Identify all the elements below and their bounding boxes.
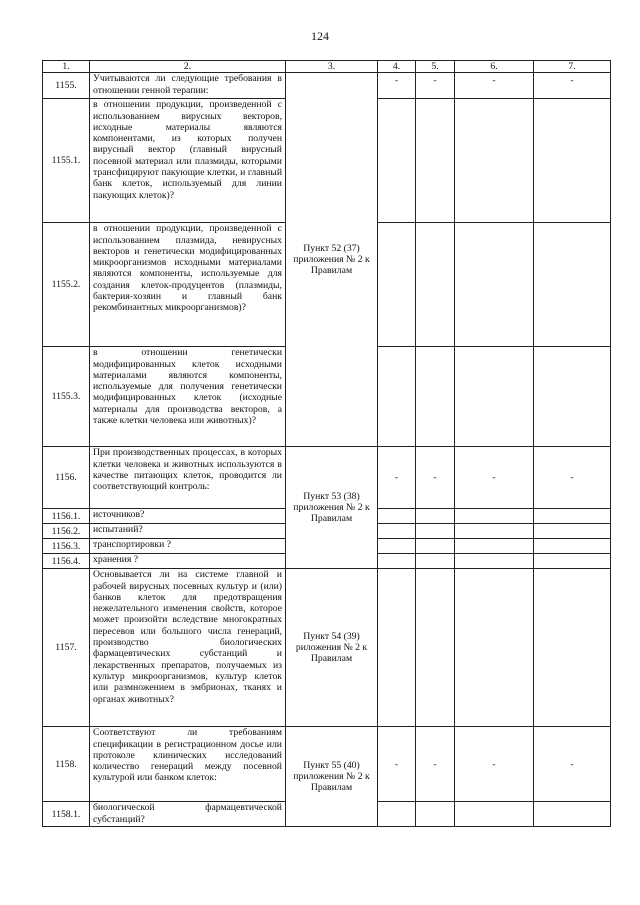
normative-reference: Пункт 52 (37) приложения № 2 к Правилам bbox=[286, 73, 378, 447]
answer-cell: - bbox=[455, 727, 534, 802]
answer-cell bbox=[416, 524, 455, 539]
column-header: 5. bbox=[416, 61, 455, 73]
answer-cell bbox=[416, 802, 455, 827]
answer-cell: - bbox=[534, 447, 611, 509]
answer-cell bbox=[455, 99, 534, 223]
column-header: 4. bbox=[378, 61, 416, 73]
row-number: 1155.2. bbox=[43, 223, 90, 347]
answer-cell bbox=[455, 569, 534, 727]
answer-cell bbox=[416, 569, 455, 727]
row-number: 1156.2. bbox=[43, 524, 90, 539]
row-number: 1156. bbox=[43, 447, 90, 509]
answer-cell bbox=[455, 524, 534, 539]
column-header: 1. bbox=[43, 61, 90, 73]
row-number: 1156.1. bbox=[43, 509, 90, 524]
row-number: 1158. bbox=[43, 727, 90, 802]
answer-cell bbox=[455, 223, 534, 347]
answer-cell bbox=[534, 524, 611, 539]
answer-cell bbox=[534, 509, 611, 524]
normative-reference: Пункт 54 (39) риложения № 2 к Правилам bbox=[286, 569, 378, 727]
row-question: источников? bbox=[90, 509, 286, 524]
answer-cell bbox=[416, 99, 455, 223]
row-number: 1157. bbox=[43, 569, 90, 727]
answer-cell bbox=[378, 802, 416, 827]
answer-cell: - bbox=[455, 447, 534, 509]
column-header: 7. bbox=[534, 61, 611, 73]
answer-cell: - bbox=[378, 727, 416, 802]
row-question: хранения ? bbox=[90, 554, 286, 569]
answer-cell bbox=[416, 554, 455, 569]
answer-cell bbox=[534, 569, 611, 727]
answer-cell bbox=[455, 802, 534, 827]
row-number: 1155. bbox=[43, 73, 90, 99]
row-question: При производственных процессах, в которых клетки человека и животных используются в качестве питающих клеток, проводится ли соответствующий контроль: bbox=[90, 447, 286, 509]
column-header: 6. bbox=[455, 61, 534, 73]
answer-cell bbox=[378, 524, 416, 539]
row-question: испытаний? bbox=[90, 524, 286, 539]
table-row bbox=[43, 569, 611, 727]
row-number: 1155.3. bbox=[43, 347, 90, 447]
normative-reference: Пункт 55 (40) приложения № 2 к Правилам bbox=[286, 727, 378, 827]
answer-cell bbox=[455, 509, 534, 524]
answer-cell: - bbox=[416, 73, 455, 99]
column-header: 2. bbox=[90, 61, 286, 73]
answer-cell bbox=[534, 347, 611, 447]
answer-cell bbox=[378, 223, 416, 347]
answer-cell bbox=[416, 539, 455, 554]
row-question: биологической фармацевтической субстанций? bbox=[90, 802, 286, 827]
row-number: 1158.1. bbox=[43, 802, 90, 827]
answer-cell: - bbox=[378, 73, 416, 99]
row-question: транспортировки ? bbox=[90, 539, 286, 554]
row-question: Соответствуют ли требованиям спецификации в регистрационном досье или протоколе клинических исследований количество генераций между посевной культурой или банком клеток: bbox=[90, 727, 286, 802]
answer-cell bbox=[534, 99, 611, 223]
row-question: Учитываются ли следующие требования в отношении генной терапии: bbox=[90, 73, 286, 99]
row-question: в отношении продукции, произведенной с использованием плазмида, невирусных векторов и генетически модифицированных микроорганизмов исходными материалами являются компоненты, используемые для создания клеток-продуцентов (плазмиды, бактерия-хозяин и главный банк рекомбинантных микроорганизмов)? bbox=[90, 223, 286, 347]
row-number: 1155.1. bbox=[43, 99, 90, 223]
row-number: 1156.4. bbox=[43, 554, 90, 569]
answer-cell: - bbox=[378, 447, 416, 509]
row-question: в отношении продукции, произведенной с использованием вирусных векторов, исходные материалы являются компонентами, из которых получен вирусный вектор (главный вирусный посевной материал или плазмиды, которыми трансфицируют пакующие клетки, и главный банк клеток, используемый для линии пакующих клеток)? bbox=[90, 99, 286, 223]
row-question: в отношении генетически модифицированных клеток исходными материалами являются компоненты, используемые для получения генетически модифицированных клеток (исходные материалы для производства векторов, а также клетки человека или животных)? bbox=[90, 347, 286, 447]
table-header-row bbox=[43, 61, 611, 73]
answer-cell: - bbox=[416, 447, 455, 509]
table-row bbox=[43, 73, 611, 99]
answer-cell bbox=[378, 347, 416, 447]
answer-cell bbox=[378, 539, 416, 554]
answer-cell bbox=[455, 347, 534, 447]
answer-cell bbox=[534, 539, 611, 554]
normative-reference: Пункт 53 (38) приложения № 2 к Правилам bbox=[286, 447, 378, 569]
answer-cell bbox=[378, 554, 416, 569]
row-question: Основывается ли на системе главной и рабочей вирусных посевных культур и (или) банков клеток для предотвращения нежелательного изменения свойств, которое может произойти вследствие многократных пересевов или большого числа генераций, производство биологических фармацевтических субстанций и лекарственных препаратов, получаемых из культур микроорганизмов, культур клеток или размножением в эмбрионах, тканях и органах животных? bbox=[90, 569, 286, 727]
answer-cell bbox=[378, 99, 416, 223]
answer-cell bbox=[455, 539, 534, 554]
table-row bbox=[43, 727, 611, 802]
table-row bbox=[43, 447, 611, 509]
answer-cell bbox=[455, 554, 534, 569]
checklist-table bbox=[42, 60, 611, 827]
row-number: 1156.3. bbox=[43, 539, 90, 554]
answer-cell bbox=[534, 802, 611, 827]
page-number: 124 bbox=[311, 29, 329, 43]
answer-cell bbox=[534, 554, 611, 569]
answer-cell: - bbox=[534, 727, 611, 802]
answer-cell bbox=[378, 569, 416, 727]
answer-cell: - bbox=[416, 727, 455, 802]
answer-cell bbox=[534, 223, 611, 347]
answer-cell bbox=[416, 347, 455, 447]
column-header: 3. bbox=[286, 61, 378, 73]
answer-cell bbox=[378, 509, 416, 524]
answer-cell bbox=[416, 223, 455, 347]
answer-cell bbox=[416, 509, 455, 524]
answer-cell: - bbox=[534, 73, 611, 99]
answer-cell: - bbox=[455, 73, 534, 99]
